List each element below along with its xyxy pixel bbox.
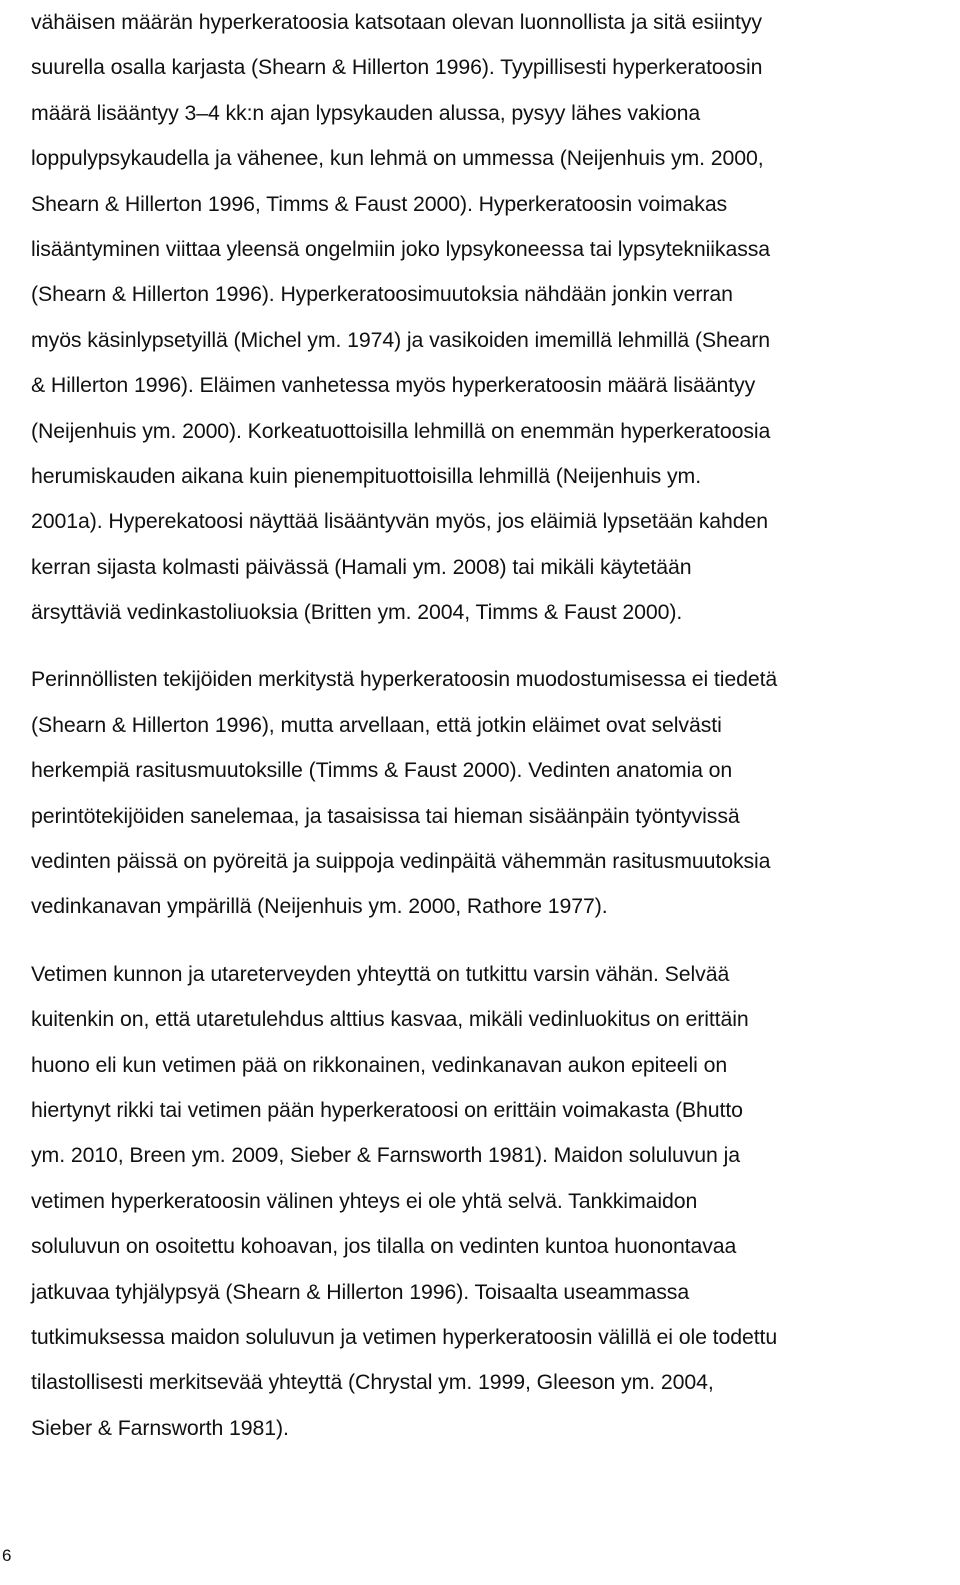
text-line: herumiskauden aikana kuin pienempituottoisilla lehmillä (Neijenhuis ym. — [31, 463, 702, 488]
page-number: 6 — [2, 1546, 12, 1565]
text-line: (Neijenhuis ym. 2000). Korkeatuottoisilla lehmillä on enemmän hyperkeratoosia — [31, 418, 771, 443]
document-page — [31, 0, 951, 1451]
text-line: vetimen hyperkeratoosin välinen yhteys ei ole yhtä selvä. Tankkimaidon — [31, 1188, 698, 1213]
text-line: määrä lisääntyy 3–4 kk:n ajan lypsykauden alussa, pysyy lähes vakiona — [31, 100, 701, 125]
text-line: vähäisen määrän hyperkeratoosia katsotaan olevan luonnollista ja sitä esiintyy — [31, 10, 762, 34]
text-line: soluluvun on osoitettu kohoavan, jos tilalla on vedinten kuntoa huonontavaa — [31, 1234, 737, 1259]
text-line: tilastollisesti merkitsevää yhteyttä (Chrystal ym. 1999, Gleeson ym. 2004, — [31, 1370, 714, 1395]
text-line: tutkimuksessa maidon soluluvun ja vetimen hyperkeratoosin välillä ei ole todettu — [31, 1324, 778, 1349]
text-line: (Shearn & Hillerton 1996). Hyperkeratoosimuutoksia nähdään jonkin verran — [31, 282, 733, 307]
text-line: loppulypsykaudella ja vähenee, kun lehmä on ummessa (Neijenhuis ym. 2000, — [31, 146, 764, 171]
text-line: hiertynyt rikki tai vetimen pään hyperkeratoosi on erittäin voimakasta (Bhutto — [31, 1097, 743, 1122]
text-line: kerran sijasta kolmasti päivässä (Hamali ym. 2008) tai mikäli käytetään — [31, 554, 692, 579]
text-line: Sieber & Farnsworth 1981). — [31, 1415, 289, 1440]
paragraph-3 — [31, 952, 951, 1451]
text-line: vedinkanavan ympärillä (Neijenhuis ym. 2000, Rathore 1977). — [31, 894, 608, 919]
text-line: Vetimen kunnon ja utareterveyden yhteyttä on tutkittu varsin vähän. Selvää — [31, 961, 730, 986]
text-line: myös käsinlypsetyillä (Michel ym. 1974) ja vasikoiden imemillä lehmillä (Shearn — [31, 327, 770, 352]
text-line: Perinnöllisten tekijöiden merkitystä hyperkeratoosin muodostumisessa ei tiedetä — [31, 667, 778, 692]
text-line: kuitenkin on, että utaretulehdus alttius kasvaa, mikäli vedinluokitus on erittäin — [31, 1007, 749, 1032]
text-line: Shearn & Hillerton 1996, Timms & Faust 2000). Hyperkeratoosin voimakas — [31, 191, 728, 216]
text-line: perintötekijöiden sanelemaa, ja tasaisissa tai hieman sisäänpäin työntyvissä — [31, 803, 740, 828]
text-line: lisääntyminen viittaa yleensä ongelmiin joko lypsykoneessa tai lypsytekniikassa — [31, 236, 771, 261]
text-line: 2001a). Hyperekatoosi näyttää lisääntyvän myös, jos eläimiä lypsetään kahden — [31, 509, 769, 534]
document-body — [31, 0, 951, 1451]
text-line: suurella osalla karjasta (Shearn & Hillerton 1996). Tyypillisesti hyperkeratoosin — [31, 55, 763, 80]
text-line: herkempiä rasitusmuutoksille (Timms & Faust 2000). Vedinten anatomia on — [31, 758, 733, 783]
paragraph-2 — [31, 657, 951, 929]
text-line: & Hillerton 1996). Eläimen vanhetessa myös hyperkeratoosin määrä lisääntyy — [31, 373, 756, 398]
text-line: vedinten päissä on pyöreitä ja suippoja vedinpäitä vähemmän rasitusmuutoksia — [31, 849, 771, 874]
text-line: jatkuvaa tyhjälypsyä (Shearn & Hillerton 1996). Toisaalta useammassa — [31, 1279, 690, 1304]
text-line: ym. 2010, Breen ym. 2009, Sieber & Farnsworth 1981). Maidon soluluvun ja — [31, 1143, 740, 1168]
text-line: huono eli kun vetimen pää on rikkonainen, vedinkanavan aukon epiteeli on — [31, 1052, 728, 1077]
text-line: (Shearn & Hillerton 1996), mutta arvellaan, että jotkin eläimet ovat selvästi — [31, 712, 722, 737]
text-line: ärsyttäviä vedinkastoliuoksia (Britten ym. 2004, Timms & Faust 2000). — [31, 600, 683, 625]
paragraph-1 — [31, 0, 951, 635]
